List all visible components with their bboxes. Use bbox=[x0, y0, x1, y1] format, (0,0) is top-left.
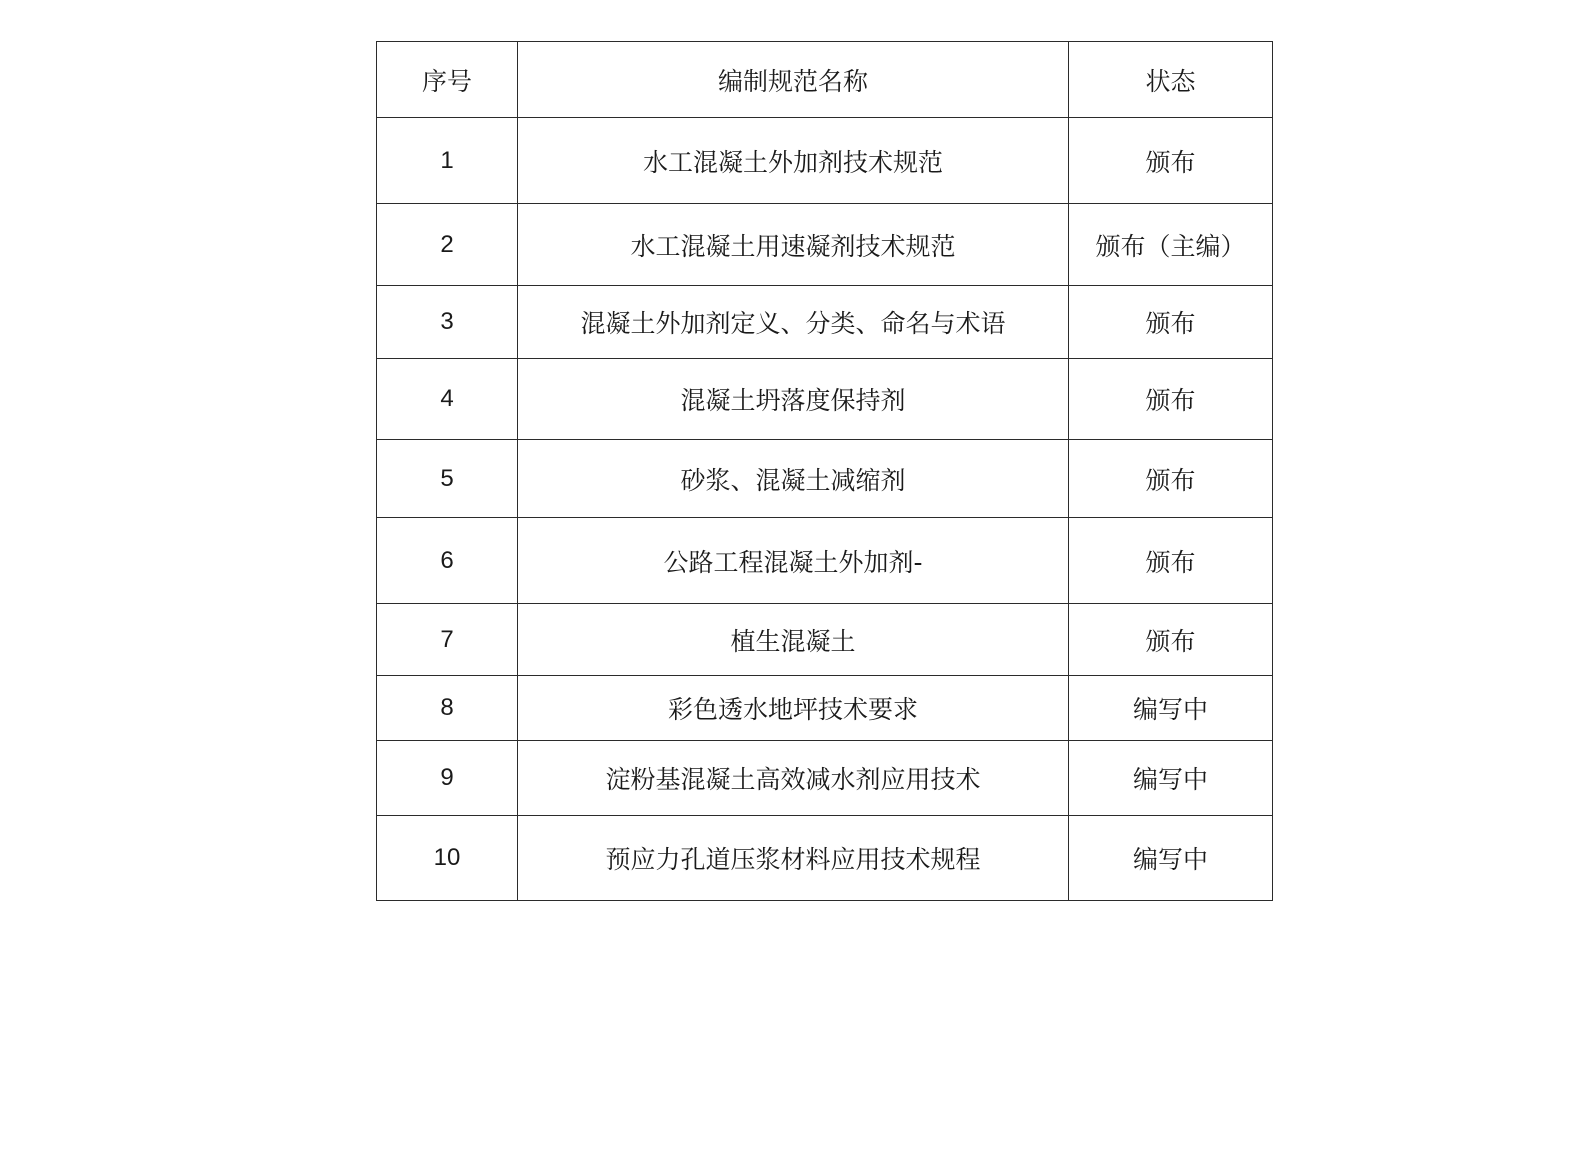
row-name: 混凝土外加剂定义、分类、命名与术语 bbox=[518, 286, 1069, 359]
table-row bbox=[377, 118, 1273, 204]
row-index: 6 bbox=[377, 518, 518, 604]
table-row bbox=[377, 359, 1273, 440]
row-name: 公路工程混凝土外加剂- bbox=[518, 518, 1069, 604]
row-status: 颁布 bbox=[1069, 118, 1273, 204]
row-status: 颁布 bbox=[1069, 518, 1273, 604]
table-row bbox=[377, 518, 1273, 604]
table-row bbox=[377, 604, 1273, 676]
standards-table bbox=[376, 41, 1273, 901]
row-name: 砂浆、混凝土减缩剂 bbox=[518, 440, 1069, 518]
table-row bbox=[377, 741, 1273, 816]
row-index: 4 bbox=[377, 359, 518, 440]
row-status: 编写中 bbox=[1069, 741, 1273, 816]
row-name: 预应力孔道压浆材料应用技术规程 bbox=[518, 816, 1069, 901]
row-index: 5 bbox=[377, 440, 518, 518]
header-name: 编制规范名称 bbox=[518, 42, 1069, 118]
table-row bbox=[377, 204, 1273, 286]
header-index: 序号 bbox=[377, 42, 518, 118]
row-index: 1 bbox=[377, 118, 518, 204]
header-row bbox=[377, 42, 1273, 118]
row-name: 植生混凝土 bbox=[518, 604, 1069, 676]
row-index: 10 bbox=[377, 816, 518, 901]
row-index: 7 bbox=[377, 604, 518, 676]
row-status: 编写中 bbox=[1069, 676, 1273, 741]
row-index: 2 bbox=[377, 204, 518, 286]
row-name: 淀粉基混凝土高效减水剂应用技术 bbox=[518, 741, 1069, 816]
row-status: 编写中 bbox=[1069, 816, 1273, 901]
row-status: 颁布（主编） bbox=[1069, 204, 1273, 286]
row-name: 彩色透水地坪技术要求 bbox=[518, 676, 1069, 741]
table-row bbox=[377, 440, 1273, 518]
row-name: 混凝土坍落度保持剂 bbox=[518, 359, 1069, 440]
row-name: 水工混凝土用速凝剂技术规范 bbox=[518, 204, 1069, 286]
row-status: 颁布 bbox=[1069, 359, 1273, 440]
table-row bbox=[377, 676, 1273, 741]
row-index: 9 bbox=[377, 741, 518, 816]
row-status: 颁布 bbox=[1069, 604, 1273, 676]
row-name: 水工混凝土外加剂技术规范 bbox=[518, 118, 1069, 204]
row-status: 颁布 bbox=[1069, 286, 1273, 359]
row-index: 8 bbox=[377, 676, 518, 741]
row-index: 3 bbox=[377, 286, 518, 359]
table-row bbox=[377, 286, 1273, 359]
row-status: 颁布 bbox=[1069, 440, 1273, 518]
header-status: 状态 bbox=[1069, 42, 1273, 118]
table-row bbox=[377, 816, 1273, 901]
